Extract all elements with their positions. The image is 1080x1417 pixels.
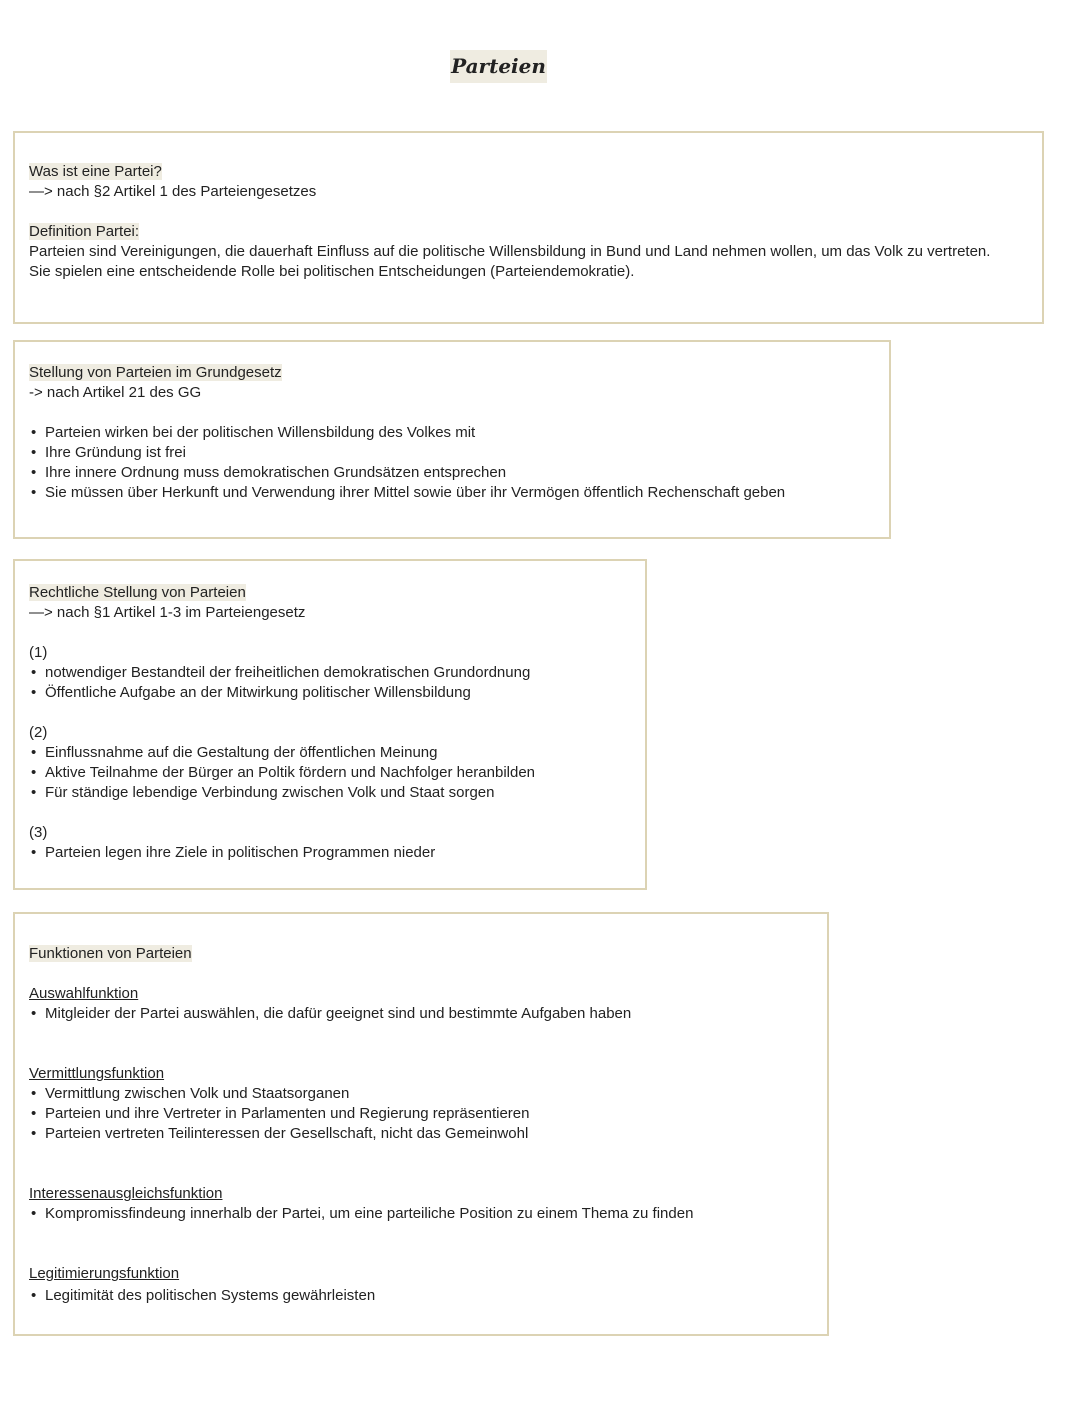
source-text: —> nach §2 Artikel 1 des Parteiengesetzes <box>29 183 317 200</box>
source-text: —> nach §1 Artikel 1-3 im Parteiengesetz <box>29 604 306 621</box>
list-item: • Vermittlung zwischen Volk und Staatsorganen <box>29 1084 827 1104</box>
list-item: • Kompromissfindeung innerhalb der Partei, um eine parteiliche Position zu einem Thema zu finden <box>29 1204 827 1224</box>
list-item: • Parteien wirken bei der politischen Willensbildung des Volkes mit <box>29 423 889 443</box>
function-name: Auswahlfunktion <box>29 985 139 1002</box>
list-item: • Einflussnahme auf die Gestaltung der öffentlichen Meinung <box>29 743 645 763</box>
group-label: (3) <box>29 824 48 841</box>
list-item: • Aktive Teilnahme der Bürger an Poltik fördern und Nachfolger heranbilden <box>29 763 645 783</box>
section-heading: Funktionen von Parteien <box>29 945 192 962</box>
list-item: • Parteien vertreten Teilinteressen der Gesellschaft, nicht das Gemeinwohl <box>29 1124 827 1144</box>
list-item: • Parteien legen ihre Ziele in politischen Programmen nieder <box>29 843 645 863</box>
section-rechtliche-stellung <box>13 559 647 890</box>
definition-heading: Definition Partei: <box>29 223 140 240</box>
definition-text: Parteien sind Vereinigungen, die dauerhaft Einfluss auf die politische Willensbildung in Bund und Land nehmen wollen, um das Volk zu vertreten. Sie spielen eine entscheidende Rolle bei politischen Entscheidungen (Parteiendemokratie). <box>29 243 991 280</box>
page-title: Parteien <box>450 50 547 83</box>
function-name: Interessenausgleichsfunktion <box>29 1185 223 1202</box>
section-was-ist-eine-partei <box>13 131 1044 324</box>
list-item: • Sie müssen über Herkunft und Verwendung ihrer Mittel sowie über ihr Vermögen öffentlich Rechenschaft geben <box>29 483 889 503</box>
group-label: (1) <box>29 644 48 661</box>
list-item: • Öffentliche Aufgabe an der Mitwirkung politischer Willensbildung <box>29 683 645 703</box>
section-heading: Rechtliche Stellung von Parteien <box>29 584 246 601</box>
section-heading: Was ist eine Partei? <box>29 163 162 180</box>
list-item: • Für ständige lebendige Verbindung zwischen Volk und Staat sorgen <box>29 783 645 803</box>
list-item: • Ihre innere Ordnung muss demokratischen Grundsätzen entsprechen <box>29 463 889 483</box>
list-item: • notwendiger Bestandteil der freiheitlichen demokratischen Grundordnung <box>29 663 645 683</box>
list-item: • Mitgleider der Partei auswählen, die dafür geeignet sind und bestimmte Aufgaben haben <box>29 1004 827 1024</box>
group-label: (2) <box>29 724 48 741</box>
source-text: -> nach Artikel 21 des GG <box>29 384 202 401</box>
section-funktionen <box>13 912 829 1336</box>
list-item: • Ihre Gründung ist frei <box>29 443 889 463</box>
list-item: • Parteien und ihre Vertreter in Parlamenten und Regierung repräsentieren <box>29 1104 827 1124</box>
section-heading: Stellung von Parteien im Grundgesetz <box>29 364 282 381</box>
list-item: • Legitimität des politischen Systems gewährleisten <box>29 1286 827 1306</box>
section-grundgesetz <box>13 340 891 539</box>
function-name: Vermittlungsfunktion <box>29 1065 165 1082</box>
function-name: Legitimierungsfunktion <box>29 1265 180 1282</box>
